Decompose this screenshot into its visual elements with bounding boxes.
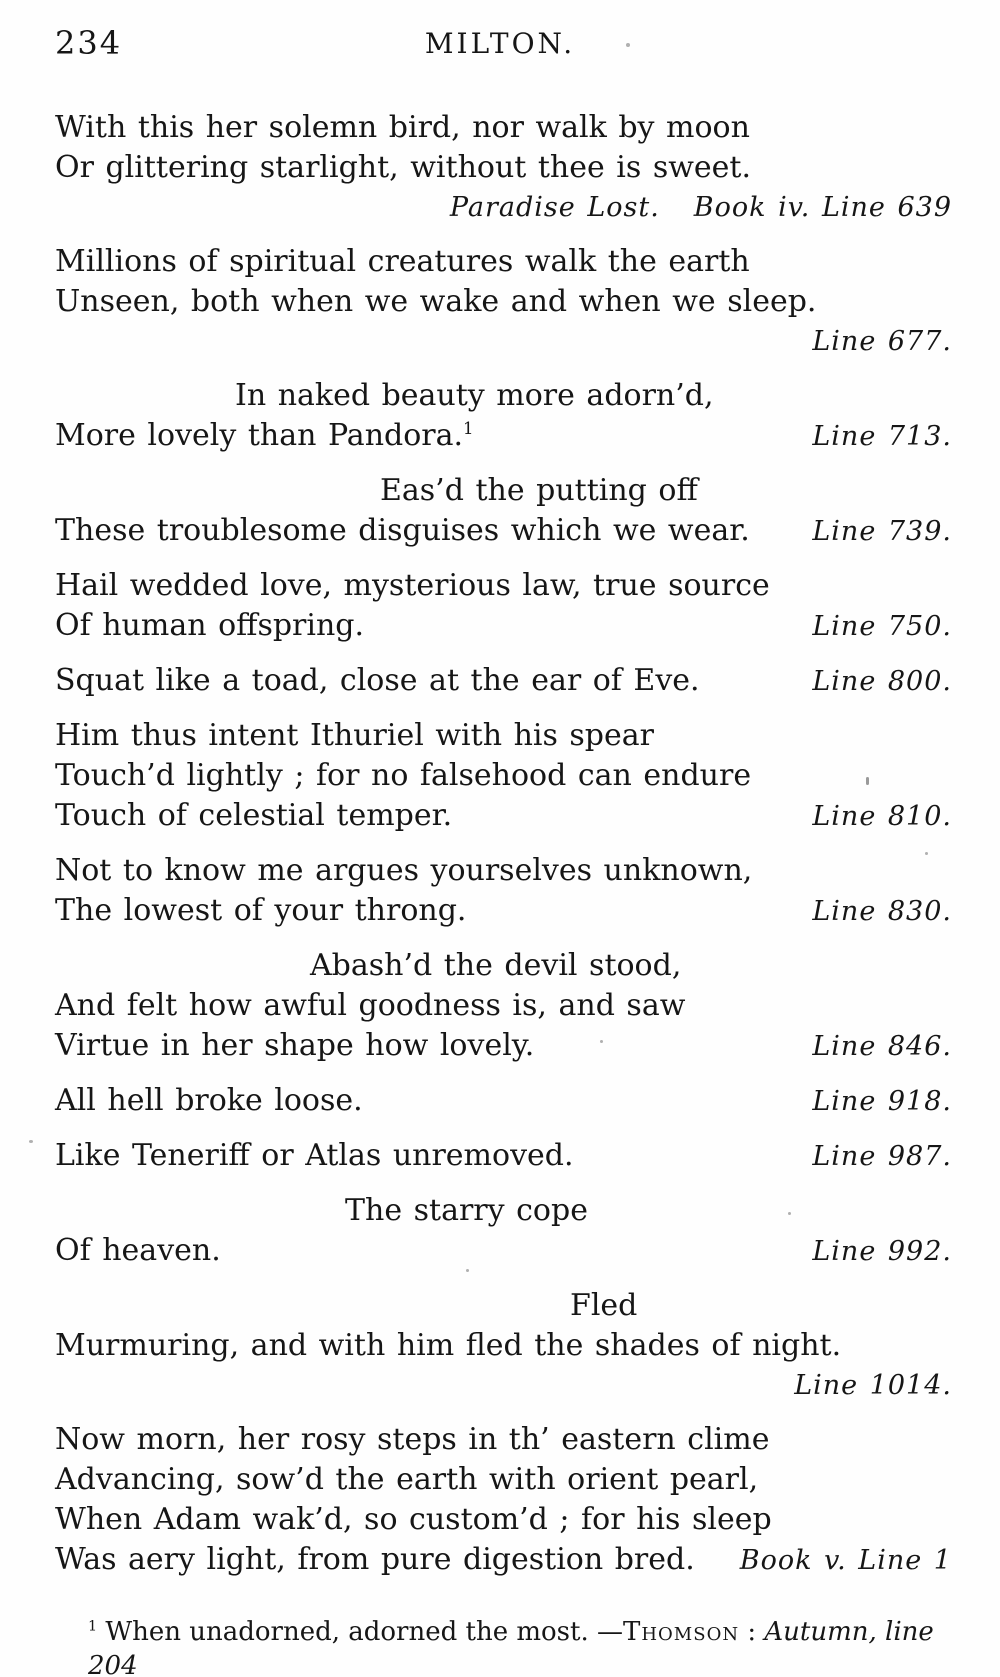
quote-block bbox=[55, 946, 952, 1067]
quote-text: Him thus intent Ithuriel with his spear bbox=[55, 718, 654, 753]
citation-part: Paradise Lost. bbox=[449, 192, 660, 223]
quote-line bbox=[55, 946, 952, 986]
quote-text: Not to know me argues yourselves unknown, bbox=[55, 853, 753, 888]
quote-text: Advancing, sow’d the earth with orient pearl, bbox=[55, 1462, 759, 1497]
quote-text: Like Teneriff or Atlas unremoved. bbox=[55, 1138, 574, 1173]
citation bbox=[812, 797, 952, 837]
quote-text: Millions of spiritual creatures walk the earth bbox=[55, 244, 750, 279]
citation-part: Book v. Line 1 bbox=[739, 1545, 952, 1576]
citation bbox=[812, 607, 952, 647]
footnote-colon: : bbox=[747, 1617, 757, 1647]
quote-block bbox=[55, 108, 952, 228]
quote-text: Hail wedded love, mysterious law, true source bbox=[55, 568, 770, 603]
scan-speck bbox=[29, 1140, 33, 1143]
citation bbox=[812, 417, 952, 457]
citation-part: Book iv. Line 639 bbox=[693, 192, 952, 223]
quote-block bbox=[55, 376, 952, 457]
quote-block bbox=[55, 1081, 952, 1122]
quote-line bbox=[55, 1420, 952, 1460]
citation-part: Line 918. bbox=[812, 1086, 952, 1117]
quote-block bbox=[55, 1286, 952, 1406]
quote-line bbox=[55, 108, 952, 148]
quote-line bbox=[55, 1540, 952, 1581]
quote-text: Touch of celestial temper. bbox=[55, 798, 453, 833]
footnote-author: Thomson bbox=[623, 1617, 740, 1647]
quote-line bbox=[55, 756, 952, 796]
quote-line bbox=[55, 851, 952, 891]
quote-text: With this her solemn bird, nor walk by moon bbox=[55, 110, 750, 145]
quote-text: All hell broke loose. bbox=[55, 1083, 363, 1118]
footnote-source: Autumn, line 204 bbox=[88, 1617, 934, 1677]
quote-text: Touch’d lightly ; for no falsehood can endure bbox=[55, 758, 752, 793]
quote-line bbox=[55, 1026, 952, 1067]
quote-line bbox=[55, 716, 952, 756]
footnote-marker: 1 bbox=[88, 1618, 98, 1635]
quote-line bbox=[55, 1326, 952, 1366]
citation-line bbox=[55, 322, 952, 362]
quote-line bbox=[55, 148, 952, 188]
citation-part: Line 739. bbox=[812, 516, 952, 547]
citation bbox=[812, 1137, 952, 1177]
quote-line bbox=[55, 566, 952, 606]
citation-part: Line 810. bbox=[812, 801, 952, 832]
quote-text: Murmuring, and with him fled the shades of night. bbox=[55, 1328, 842, 1363]
quote-block bbox=[55, 242, 952, 362]
quote-line bbox=[55, 416, 952, 457]
quote-text: Fled bbox=[570, 1288, 638, 1323]
quotes-list bbox=[0, 108, 1000, 1581]
quote-line bbox=[55, 796, 952, 837]
quote-text: Or glittering starlight, without thee is sweet. bbox=[55, 150, 751, 185]
citation-part: Line 1014. bbox=[794, 1370, 952, 1401]
footnote-dash: — bbox=[597, 1617, 624, 1647]
citation bbox=[740, 1541, 952, 1581]
quote-line bbox=[55, 986, 952, 1026]
quote-text: Was aery light, from pure digestion bred. bbox=[55, 1542, 695, 1577]
quote-line bbox=[55, 1460, 952, 1500]
quote-text: The starry cope bbox=[345, 1193, 588, 1228]
quote-text: These troublesome disguises which we wear. bbox=[55, 513, 750, 548]
quote-block bbox=[55, 1420, 952, 1581]
citation-part: Line 992. bbox=[812, 1236, 952, 1267]
quote-text: The lowest of your throng. bbox=[55, 893, 467, 928]
quote-text: Virtue in her shape how lovely. bbox=[55, 1028, 535, 1063]
quote-text: More lovely than Pandora.$^1$ bbox=[55, 418, 474, 453]
quote-line bbox=[55, 1500, 952, 1540]
quote-line bbox=[55, 606, 952, 647]
quote-text: In naked beauty more adorn’d, bbox=[235, 378, 714, 413]
quote-block bbox=[55, 1136, 952, 1177]
quote-block bbox=[55, 661, 952, 702]
citation bbox=[812, 1027, 952, 1067]
quote-line bbox=[55, 891, 952, 932]
quote-line bbox=[55, 1231, 952, 1272]
quote-text: Abash’d the devil stood, bbox=[310, 948, 682, 983]
quote-line bbox=[55, 661, 952, 702]
citation bbox=[812, 322, 952, 362]
citation bbox=[812, 1232, 952, 1272]
quote-text: Unseen, both when we wake and when we sleep. bbox=[55, 284, 817, 319]
scan-speck bbox=[466, 1269, 469, 1272]
quote-text: Eas’d the putting off bbox=[380, 473, 698, 508]
citation-part: Line 830. bbox=[812, 896, 952, 927]
quote-line bbox=[55, 282, 952, 322]
citation-part: Line 713. bbox=[812, 421, 952, 452]
quote-line bbox=[55, 376, 952, 416]
scan-speck bbox=[925, 852, 928, 855]
quote-block bbox=[55, 716, 952, 837]
quote-text: And felt how awful goodness is, and saw bbox=[55, 988, 686, 1023]
quote-block bbox=[55, 851, 952, 932]
citation bbox=[812, 512, 952, 552]
citation-part: Line 800. bbox=[812, 666, 952, 697]
quote-text: Now morn, her rosy steps in th’ eastern clime bbox=[55, 1422, 770, 1457]
quote-text: Of human offspring. bbox=[55, 608, 365, 643]
scan-speck bbox=[600, 1040, 603, 1043]
quote-text: Of heaven. bbox=[55, 1233, 221, 1268]
citation bbox=[794, 1366, 952, 1406]
quote-line bbox=[55, 242, 952, 282]
quote-text: Squat like a toad, close at the ear of Eve. bbox=[55, 663, 700, 698]
footnote bbox=[0, 1615, 1000, 1677]
citation-part: Line 677. bbox=[812, 326, 952, 357]
citation bbox=[450, 188, 952, 228]
citation-part: Line 750. bbox=[812, 611, 952, 642]
citation bbox=[812, 1082, 952, 1122]
citation-line bbox=[55, 188, 952, 228]
scan-speck bbox=[866, 777, 869, 785]
footnote-reference: 1 bbox=[463, 419, 474, 438]
quote-line bbox=[55, 1191, 952, 1231]
running-title: MILTON. bbox=[424, 27, 576, 60]
quote-line bbox=[55, 1286, 952, 1326]
quote-line bbox=[55, 471, 952, 511]
quote-block bbox=[55, 1191, 952, 1272]
quote-block bbox=[55, 471, 952, 552]
quote-line bbox=[55, 1081, 952, 1122]
citation bbox=[812, 662, 952, 702]
citation-part: Line 846. bbox=[812, 1031, 952, 1062]
quote-block bbox=[55, 566, 952, 647]
page-header bbox=[0, 0, 1000, 70]
quote-line bbox=[55, 1136, 952, 1177]
page-number: 234 bbox=[55, 24, 123, 62]
footnote-text: When unadorned, adorned the most. bbox=[105, 1617, 589, 1647]
scan-speck bbox=[788, 1212, 791, 1215]
citation-line bbox=[55, 1366, 952, 1406]
citation-part: Line 987. bbox=[812, 1141, 952, 1172]
citation bbox=[812, 892, 952, 932]
quote-line bbox=[55, 511, 952, 552]
quote-text: When Adam wak’d, so custom’d ; for his sleep bbox=[55, 1502, 772, 1537]
